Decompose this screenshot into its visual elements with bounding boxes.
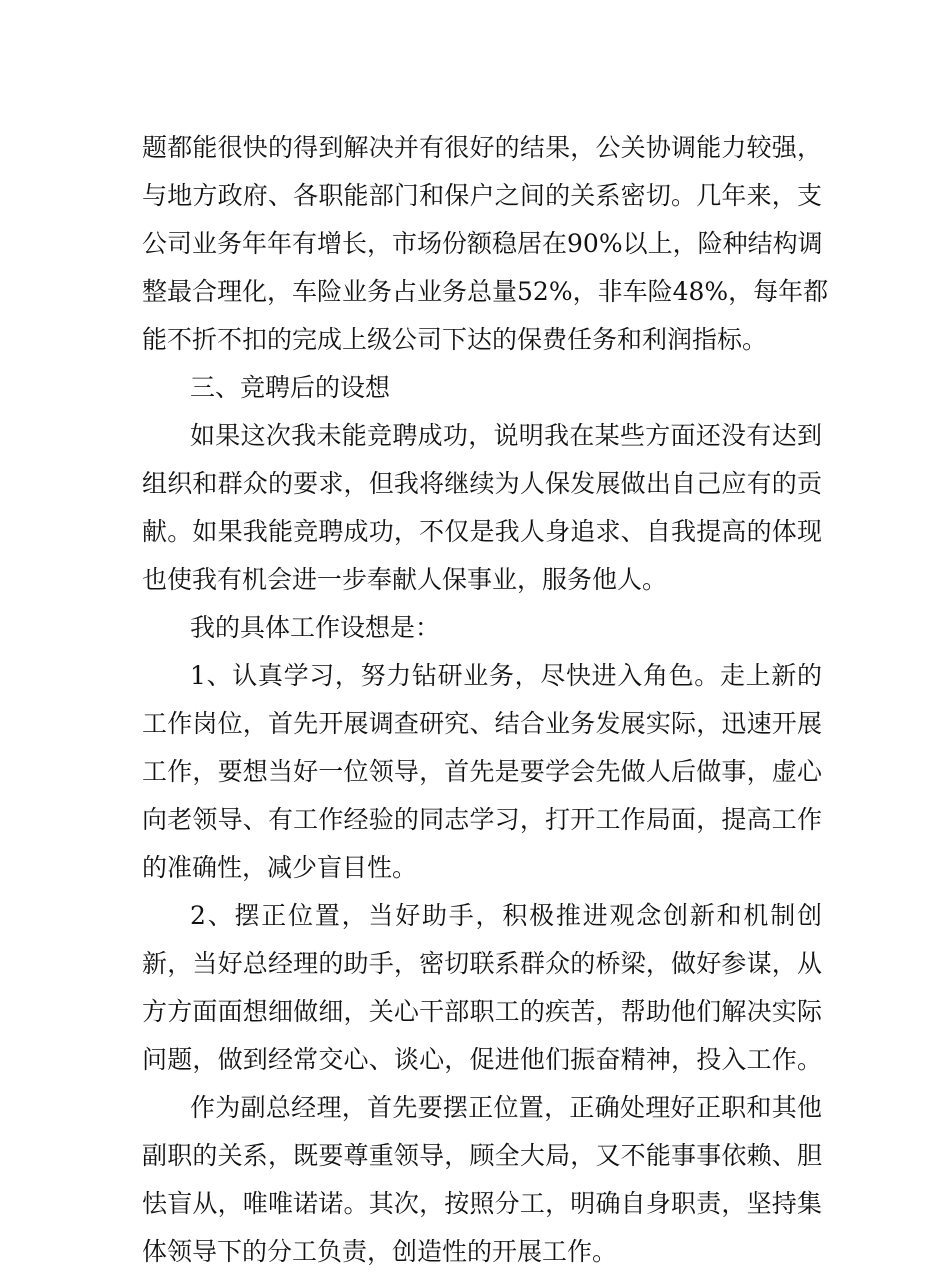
- section-heading: 三、竞聘后的设想: [190, 373, 391, 402]
- text-line: 献。如果我能竞聘成功，不仅是我人身追求、自我提高的体现: [142, 517, 822, 546]
- text-line: 向老领导、有工作经验的同志学习，打开工作局面，提高工作: [142, 805, 822, 834]
- text-line: 怯盲从，唯唯诺诺。其次，按照分工，明确自身职责，坚持集: [142, 1189, 822, 1218]
- text-line: 我的具体工作设想是：: [190, 613, 441, 642]
- text-line: 能不折不扣的完成上级公司下达的保费任务和利润指标。: [142, 325, 768, 354]
- text-line: 整最合理化，车险业务占业务总量52%，非车险48%，每年都: [142, 277, 829, 306]
- text-line: 组织和群众的要求，但我将继续为人保发展做出自己应有的贡: [142, 469, 822, 498]
- text-line: 副职的关系，既要尊重领导，顾全大局，又不能事事依赖、胆: [142, 1141, 822, 1170]
- text-line: 2、摆正位置，当好助手，积极推进观念创新和机制创: [190, 901, 822, 930]
- text-line: 的准确性，减少盲目性。: [142, 853, 418, 882]
- text-line: 也使我有机会进一步奉献人保事业，服务他人。: [142, 565, 668, 594]
- text-line: 如果这次我未能竞聘成功，说明我在某些方面还没有达到: [190, 421, 822, 450]
- text-line: 公司业务年年有增长，市场份额稳居在90%以上，险种结构调: [142, 229, 823, 258]
- text-line: 工作岗位，首先开展调查研究、结合业务发展实际，迅速开展: [142, 709, 822, 738]
- text-line: 1、认真学习，努力钻研业务，尽快进入角色。走上新的: [190, 661, 822, 690]
- text-line: 新，当好总经理的助手，密切联系群众的桥梁，做好参谋，从: [142, 949, 822, 978]
- text-line: 工作，要想当好一位领导，首先是要学会先做人后做事，虚心: [142, 757, 822, 786]
- body-text: [142, 124, 829, 1276]
- text-line: 题都能很快的得到解决并有很好的结果，公关协调能力较强，: [142, 133, 822, 162]
- text-line: 体领导下的分工负责，创造性的开展工作。: [142, 1237, 618, 1266]
- text-line: 与地方政府、各职能部门和保户之间的关系密切。几年来，支: [142, 181, 822, 210]
- text-line: 方方面面想细做细，关心干部职工的疾苦，帮助他们解决实际: [142, 997, 822, 1026]
- text-line: 作为副总经理，首先要摆正位置，正确处理好正职和其他: [190, 1093, 822, 1122]
- text-line: 问题，做到经常交心、谈心，促进他们振奋精神，投入工作。: [142, 1045, 822, 1074]
